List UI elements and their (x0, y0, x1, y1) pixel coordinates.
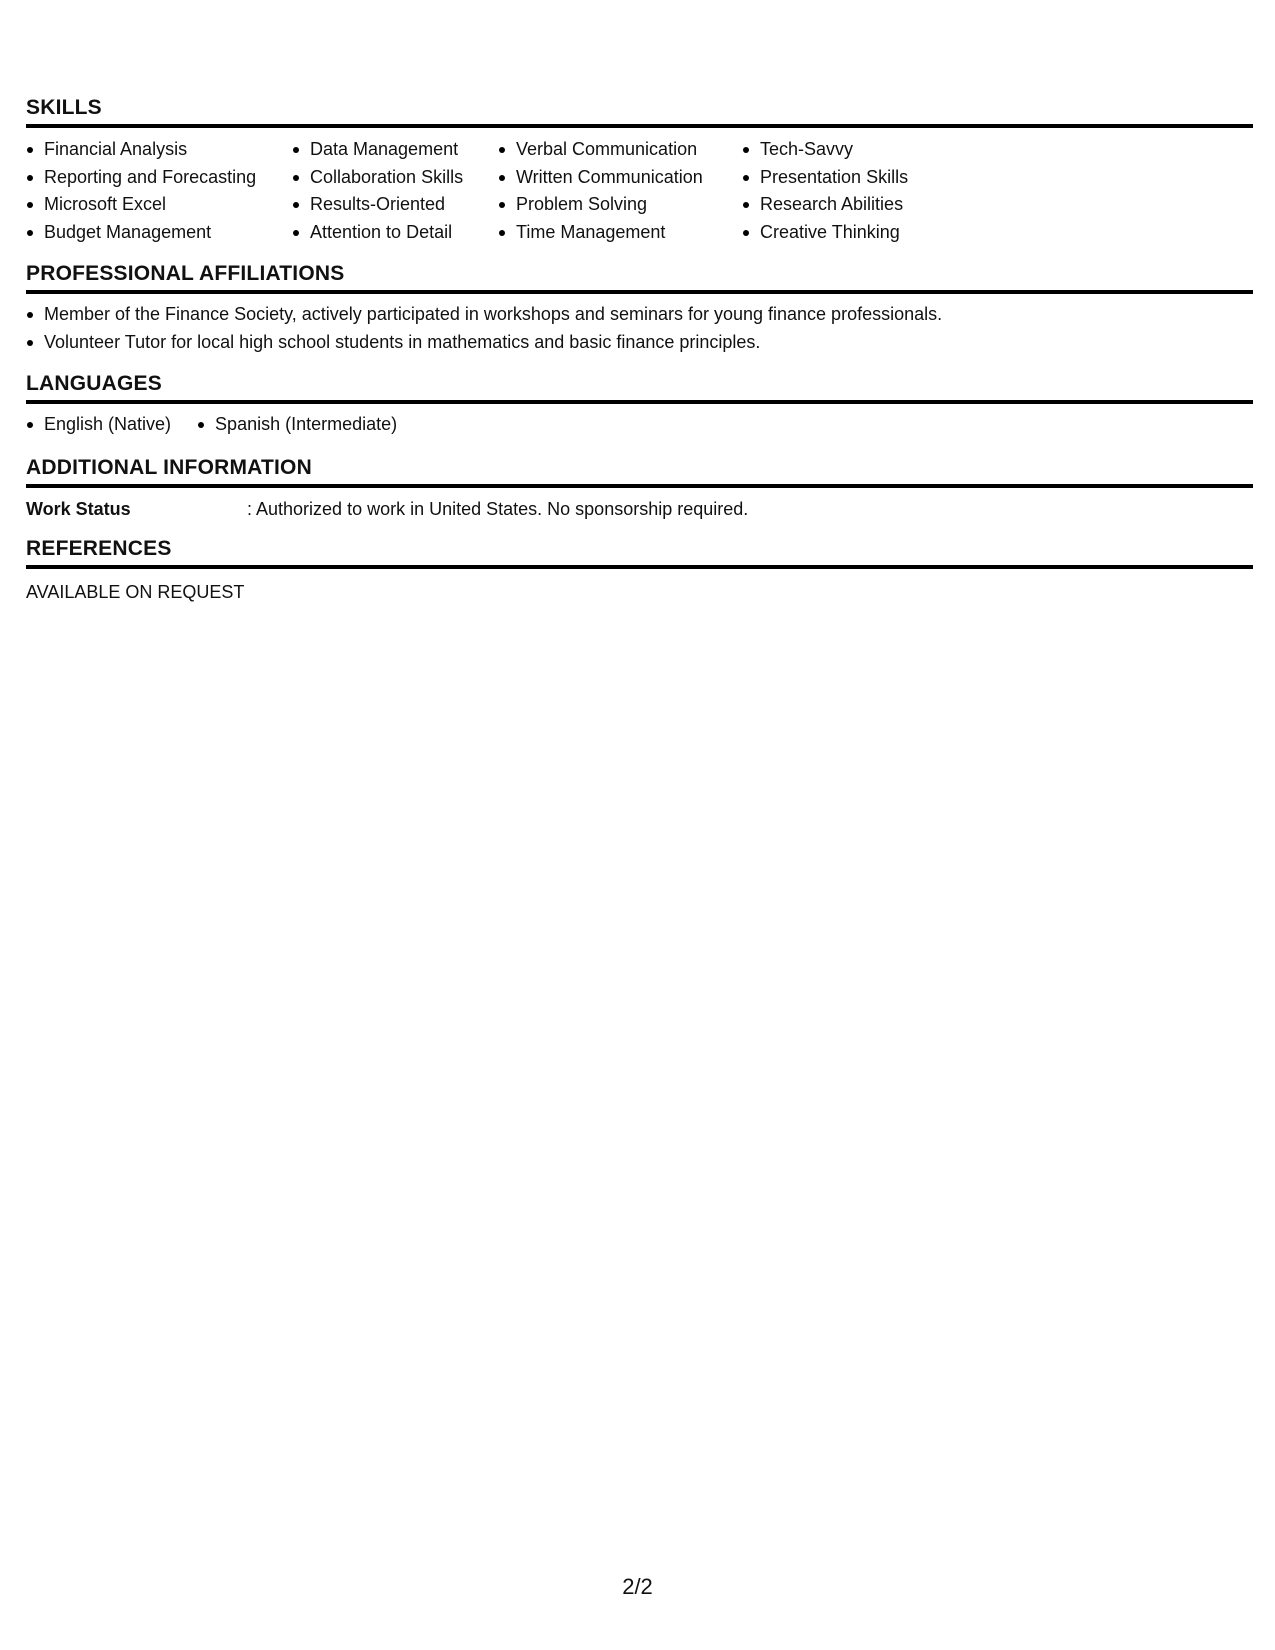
skills-column (742, 136, 908, 246)
work-status-value: : Authorized to work in United States. No sponsorship required. (247, 499, 749, 519)
affiliation-item (26, 329, 1253, 357)
languages-section (26, 372, 1253, 439)
skill-label: Presentation Skills (760, 166, 909, 187)
bullet-icon (293, 230, 299, 236)
skill-label: Time Management (516, 221, 666, 242)
skill-item (742, 136, 908, 164)
bullet-icon (499, 147, 505, 153)
languages-heading: LANGUAGES (26, 372, 1253, 404)
skill-label: Data Management (310, 139, 459, 159)
bullet-icon (293, 202, 299, 208)
bullet-icon (743, 202, 749, 208)
bullet-icon (499, 175, 505, 181)
languages-list (26, 411, 1253, 439)
bullet-icon (27, 175, 33, 181)
page-number: 2/2 (622, 1574, 653, 1599)
bullet-icon (499, 202, 505, 208)
affiliations-heading: PROFESSIONAL AFFILIATIONS (26, 262, 1253, 294)
skills-section (26, 96, 1253, 248)
affiliations-list (26, 301, 1253, 356)
bullet-icon (293, 147, 299, 153)
bullet-icon (499, 230, 505, 236)
bullet-icon (743, 175, 749, 181)
skill-label: Microsoft Excel (44, 194, 167, 214)
skills-heading: SKILLS (26, 96, 1253, 128)
skill-label: Collaboration Skills (310, 166, 464, 187)
bullet-icon (293, 175, 299, 181)
skill-label: Results-Oriented (310, 194, 446, 214)
skill-label: Problem Solving (516, 194, 648, 214)
affiliations-section (26, 262, 1253, 356)
skill-item (26, 219, 256, 247)
skill-label: Tech-Savvy (760, 139, 854, 159)
bullet-icon (27, 422, 33, 428)
skill-label: Creative Thinking (760, 221, 900, 242)
skill-label: Attention to Detail (310, 221, 453, 242)
skill-label: Verbal Communication (516, 139, 698, 159)
skill-item (498, 136, 703, 164)
skill-item (26, 164, 256, 192)
affiliation-text: Volunteer Tutor for local high school students in mathematics and basic finance principles. (44, 331, 761, 352)
affiliation-item (26, 301, 1253, 329)
skill-label: Budget Management (44, 221, 212, 242)
skill-item (292, 164, 463, 192)
bullet-icon (27, 312, 33, 318)
affiliation-text: Member of the Finance Society, actively participated in workshops and seminars for young finance professionals. (44, 304, 943, 324)
bullet-icon (198, 422, 204, 428)
references-text: AVAILABLE ON REQUEST (26, 582, 245, 602)
skill-item (292, 136, 463, 164)
skill-item (742, 191, 908, 219)
bullet-icon (743, 230, 749, 236)
language-item (197, 411, 397, 439)
bullet-icon (27, 202, 33, 208)
skill-label: Written Communication (516, 166, 703, 187)
work-status-label: Work Status (26, 499, 131, 519)
skill-label: Financial Analysis (44, 139, 188, 159)
language-item (26, 411, 171, 439)
skill-item (742, 219, 908, 247)
skill-item (498, 219, 703, 247)
work-status-row (26, 496, 1253, 524)
skill-label: Reporting and Forecasting (44, 166, 257, 187)
additional-info-section (26, 456, 1253, 524)
skills-grid (26, 136, 1253, 248)
bullet-icon (743, 147, 749, 153)
additional-info-heading: ADDITIONAL INFORMATION (26, 456, 1253, 488)
skill-item (292, 219, 463, 247)
skills-column (498, 136, 703, 246)
skill-item (26, 136, 256, 164)
bullet-icon (27, 230, 33, 236)
skill-item (498, 164, 703, 192)
skill-label: Research Abilities (760, 194, 904, 214)
bullet-icon (27, 340, 33, 346)
language-text: Spanish (Intermediate) (215, 414, 398, 434)
skill-item (498, 191, 703, 219)
skill-item (26, 191, 256, 219)
skill-item (292, 191, 463, 219)
skills-column (26, 136, 256, 246)
skills-column (292, 136, 463, 246)
skill-item (742, 164, 908, 192)
references-heading: REFERENCES (26, 537, 1253, 569)
references-section (26, 537, 1253, 606)
language-text: English (Native) (44, 414, 172, 434)
bullet-icon (27, 147, 33, 153)
